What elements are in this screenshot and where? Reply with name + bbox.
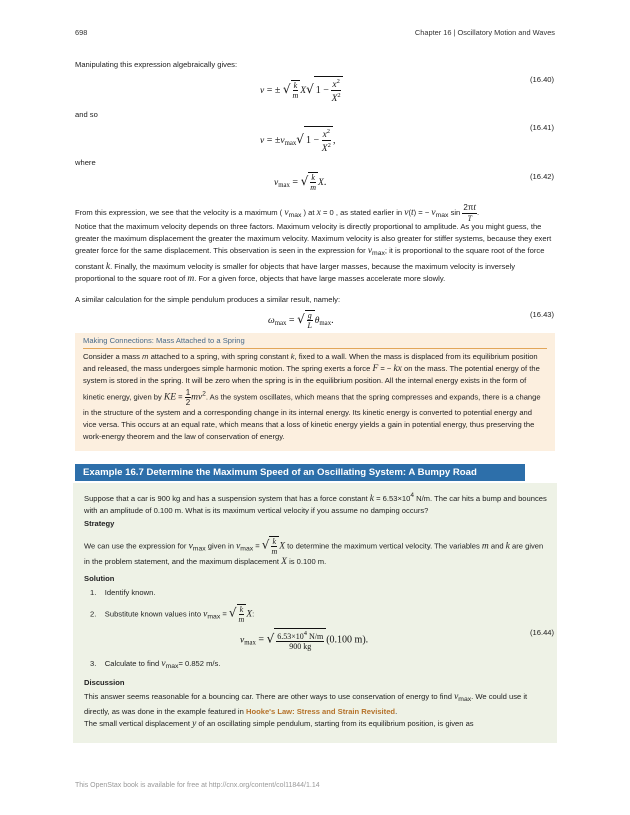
equation-number-16-43: (16.43): [530, 310, 555, 319]
text-strategy-2: given in: [207, 541, 234, 551]
equation-16-41: $v = \pm v_{max}√$ 1 − $\frac{x^2}{X^2}$ ,: [260, 128, 336, 154]
making-connections-rule: [83, 348, 547, 349]
text-strategy-6: is 0.100 m.: [289, 557, 327, 566]
text-suppose-1: Suppose that a car is 900 kg and has a suspension system that has a force constant: [84, 494, 368, 503]
conn-text-e: . As the system oscillates, which means that the spring compresses and expands, there is a change in the structure of the system and a corresponding change in its internal energy. Its kinetic energy is converted to potential energy and vice versa. This occurs at an equal rate, which means that a loss of kinetic energy yields a gain in potential energy, thus preserving the work-energy theorem and the law of conservation of energy.: [83, 392, 541, 442]
text-discussion-3: .: [395, 707, 398, 717]
equation-16-40: v = ± √ $\frac{k}{m}$ X√ 1 − $\frac{x^2}{X^2}$: [260, 76, 343, 104]
solution-step-3: 3. Calculate to find vmax= 0.852 m/s.: [90, 659, 221, 670]
text-from-this-3: , as stated earlier in: [335, 208, 403, 217]
paragraph-where: where: [75, 158, 96, 167]
page-number: 698: [75, 28, 88, 37]
step-number: 3.: [90, 659, 97, 668]
text-discussion-2: . We could use it directly, as was done in the example featured in: [84, 692, 528, 717]
example-problem-statement: Suppose that a car is 900 kg and has a suspension system that has a force constant $k = 6.53\times 10^4$ N/m. The car hits a bump and bounces with an amplitude of 0.100 m. What is its maximum vertical velocity if you assume no damping occurs?: [84, 492, 547, 516]
paragraph-and-so: and so: [75, 110, 98, 119]
chapter-title: Chapter 16 | Oscillatory Motion and Waves: [414, 28, 555, 37]
making-connections-text: Consider a mass m attached to a spring, with spring constant k, fixed to a wall. When the mass is displaced from its equilibrium position and released, the mass undergoes simple harmonic motion. The spring exerts a force F = − kx on the mass. The potential energy of the system is stored in the spring. It will be zero when the spring is in the equilibrium position. All the internal energy exists in the form of kinetic energy, given by KE = $\frac{1}{2}$ $mv^2$. As the system oscillates, which means that the spring compresses and expands, there is a change in the structure of the system and a corresponding change in its internal energy. Its kinetic energy is converted to potential energy and vice versa. This occurs at an equal rate, which means that a loss of kinetic energy yields a gain in potential energy, thus preserving the work-energy theorem and the law of conservation of energy.: [83, 352, 541, 442]
equation-16-43: $\omega_{max}$ = √ $\frac{g}{L}$ $\theta_{max}$.: [268, 311, 334, 330]
text-strategy-3: to determine the maximum vertical velocity. The variables: [287, 541, 480, 551]
equation-16-44: $v_{max}$ = √ $\frac{6.53\times 10^4 N/m}{900 kg}$ (0.100 m).: [240, 630, 369, 651]
discussion-heading: Discussion: [84, 678, 125, 687]
discussion-text: This answer seems reasonable for a bouncing car. There are other ways to use conservation of energy to find vmax. We could use it directly, as was done in the example featured in Hooke's Law: Stress and Strain Revisited.: [84, 692, 528, 717]
solution-heading: Solution: [84, 574, 115, 583]
hookes-law-link[interactable]: Hooke's Law: Stress and Strain Revisited: [245, 707, 396, 717]
conn-text-a: Consider a mass: [83, 352, 140, 361]
text-suppose-2: . The car hits a bump and bounces with an amplitude of 0.100 m. What is its maximum vertical velocity if you assume no damping occurs?: [84, 494, 547, 516]
strategy-heading: Strategy: [84, 519, 115, 528]
text-strategy-1: We can use the expression for: [84, 541, 187, 551]
text-strategy-4: and: [490, 541, 504, 551]
paragraph-similar-calculation: A similar calculation for the simple pendulum produces a similar result, namely:: [75, 295, 341, 304]
making-connections-box: [75, 333, 555, 451]
strategy-text: We can use the expression for vmax given in vmax = √ $\frac{k}{m}$ X to determine the maximum vertical velocity. The variables m and k are given in the problem statement, and the maximum displacement X is 0.100 m.: [84, 537, 544, 567]
small-displacement-text: The small vertical displacement y of an oscillating simple pendulum, starting from its equilibrium position, is given as: [84, 719, 474, 729]
text-notice-2: ; it is proportional to the square root of the force constant: [75, 246, 545, 271]
equation-number-16-41: (16.41): [530, 123, 555, 132]
text-notice-3: . Finally, the maximum velocity is smaller for objects that have larger masses, because the maximum velocity is inversely proportional to the square root of: [75, 261, 516, 283]
paragraph-manipulating: Manipulating this expression algebraically gives:: [75, 60, 238, 69]
conn-text-d: on the mass. The potential energy of the system is stored in the spring. It will be zero when the spring is in the equilibrium position. All the internal energy exists in the form of kinetic energy, given by: [83, 364, 540, 402]
step-text: Identify known.: [104, 588, 156, 597]
conn-text-c: , fixed to a wall. When the mass is displaced from its equilibrium position and released, the mass undergoes simple harmonic motion. The spring exerts a force: [83, 352, 538, 374]
solution-step-2: 2. Substitute known values into vmax = √ $\frac{k}{m}$ X:: [90, 605, 255, 624]
step-number: 2.: [90, 609, 97, 619]
paragraph-from-this-expression: From this expression, we see that the velocity is a maximum ( vmax ) at x = 0 , as stated earlier in v(t) = − vmax sin $\frac{2\pi t}{T}$ .: [75, 203, 480, 223]
text-strategy-5: are given in the problem statement, and the maximum displacement: [84, 541, 544, 566]
solution-step-1: [90, 587, 554, 599]
making-connections-title: Making Connections: Mass Attached to a Spring: [83, 336, 245, 345]
text-small-2: of an oscillating simple pendulum, starting from its equilibrium position, is given as: [198, 719, 474, 728]
equation-number-16-40: (16.40): [530, 75, 555, 84]
text-notice-4: . For a given force, objects that have large masses accelerate more slowly.: [194, 273, 446, 283]
text-discussion-1: This answer seems reasonable for a bouncing car. There are other ways to use conservation of energy to find: [84, 692, 452, 701]
equation-number-16-44: (16.44): [530, 628, 555, 637]
equation-number-16-42: (16.42): [530, 172, 555, 181]
example-title: Example 16.7 Determine the Maximum Speed of an Oscillating System: A Bumpy Road: [75, 464, 525, 481]
text-from-this-1: From this expression, we see that the velocity is a maximum (: [75, 208, 283, 217]
paragraph-notice: Notice that the maximum velocity depends on three factors. Maximum velocity is directly proportional to amplitude. As you might guess, the greater the maximum displacement the greater the maximum velocity. Maximum velocity is also greater for stiffer systems, because they exert greater force for the same displacement. This observation is seen in the expression for vmax; it is proportional to the square root of the force constant k. Finally, the maximum velocity is smaller for objects that have larger masses, because the maximum velocity is inversely proportional to the square root of m. For a given force, objects that have large masses accelerate more slowly.: [75, 222, 552, 284]
text-from-this-2: ) at: [303, 208, 315, 217]
conn-var-k: k: [290, 352, 295, 361]
step-text: Calculate to find: [104, 659, 160, 668]
text-notice-1: Notice that the maximum velocity depends on three factors. Maximum velocity is directly proportional to amplitude. As you might guess, the greater the maximum displacement the greater the maximum velocity. Maximum velocity is also greater for stiffer systems, because they exert greater force for the same displacement. This observation is seen in the expression for: [75, 222, 552, 256]
equation-16-42: $v_{max}$ = √ $\frac{k}{m}$ X.: [274, 173, 327, 192]
conn-var-m: m: [142, 352, 149, 361]
conn-text-b: attached to a spring, with spring constant: [150, 352, 289, 361]
step-number: 1.: [90, 588, 97, 597]
text-small-1: The small vertical displacement: [84, 719, 190, 728]
step-text: Substitute known values into: [104, 609, 202, 619]
footer-license: This OpenStax book is available for free at http://cnx.org/content/col11844/1.14: [75, 782, 320, 789]
